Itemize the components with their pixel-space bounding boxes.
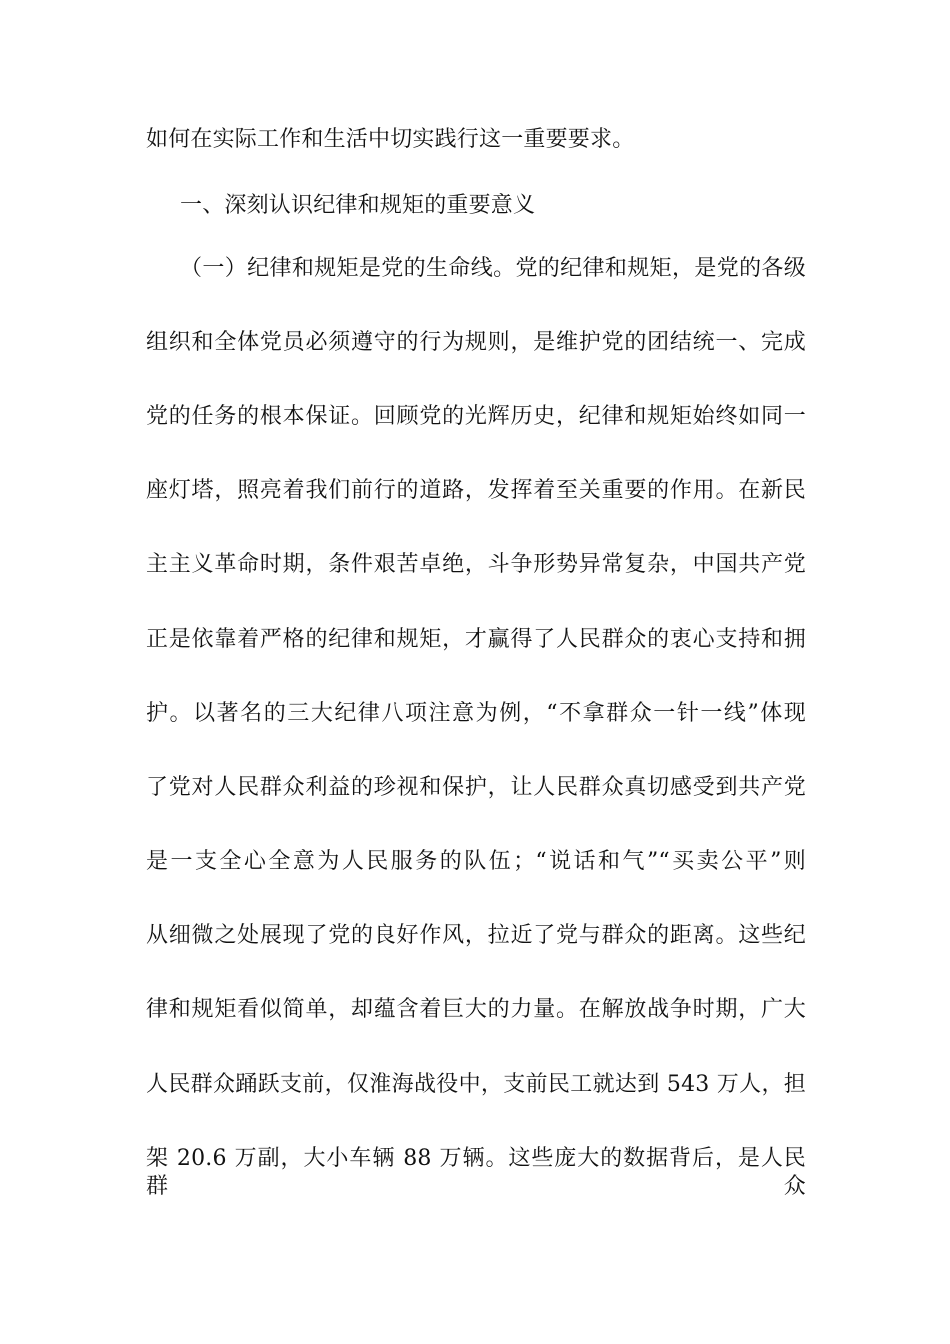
paragraph-line: 座灯塔，照亮着我们前行的道路，发挥着至关重要的作用。在新民 [146,478,806,503]
text-line: 如何在实际工作和生活中切实践行这一重要要求。 [146,127,635,152]
paragraph-line: 架 20.6 万副，大小车辆 88 万辆。这些庞大的数据背后，是人民群众 [146,1146,806,1199]
paragraph-line: 从细微之处展现了党的良好作风，拉近了党与群众的距离。这些纪 [146,923,806,948]
paragraph-line: 正是依靠着严格的纪律和规矩，才赢得了人民群众的衷心支持和拥 [146,627,806,652]
paragraph-line: 律和规矩看似简单，却蕴含着巨大的力量。在解放战争时期，广大 [146,997,806,1022]
paragraph-line: 人民群众踊跃支前，仅淮海战役中，支前民工就达到 543 万人，担 [146,1072,806,1097]
paragraph-line: （一）纪律和规矩是党的生命线。党的纪律和规矩，是党的各级 [180,256,806,281]
paragraph-line: 主主义革命时期，条件艰苦卓绝，斗争形势异常复杂，中国共产党 [146,552,806,577]
paragraph-line: 护。以著名的三大纪律八项注意为例，“不拿群众一针一线”体现 [146,701,806,726]
paragraph-line: 了党对人民群众利益的珍视和保护，让人民群众真切感受到共产党 [146,775,806,800]
paragraph-line: 是一支全心全意为人民服务的队伍；“说话和气”“买卖公平”则 [146,849,806,874]
section-heading: 一、深刻认识纪律和规矩的重要意义 [180,193,536,218]
paragraph-line: 党的任务的根本保证。回顾党的光辉历史，纪律和规矩始终如同一 [146,404,806,429]
paragraph-line: 组织和全体党员必须遵守的行为规则，是维护党的团结统一、完成 [146,330,806,355]
